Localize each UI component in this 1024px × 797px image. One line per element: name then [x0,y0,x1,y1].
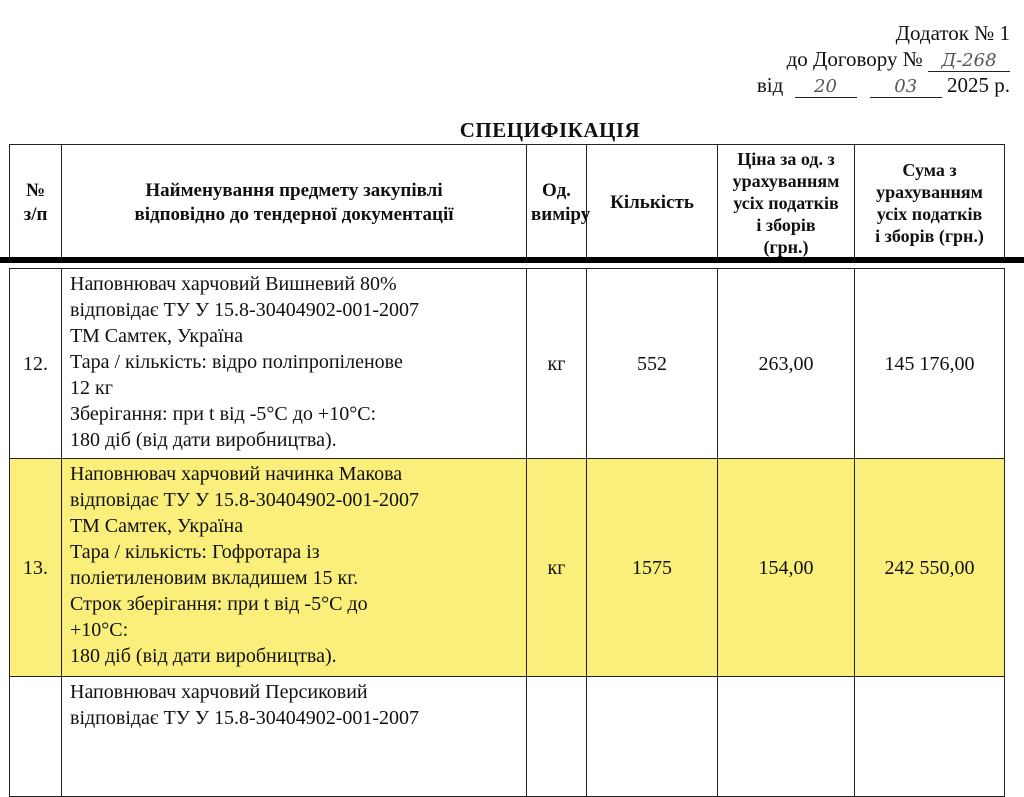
col-header-unit: Од. виміру [527,145,587,262]
col-header-sum: Сума з урахуванням усіх податків і зборів (грн.) [855,145,1005,262]
quantity: 1575 [587,459,718,677]
description-line: відповідає ТУ У 15.8-30404902-001-2007 [70,489,420,511]
description-line: Зберігання: при t від -5°С до +10°С: [70,403,377,425]
description-line: Тара / кількість: Гофротара із [70,541,320,563]
unit-of-measure: кг [527,269,587,459]
contract-number: Д-268 [928,51,1010,72]
description-line: Тара / кількість: відро поліпропіленове [70,351,403,373]
description-line: 12 кг [70,377,113,399]
table-row [10,459,1005,677]
item-description [62,269,527,459]
description-line: 180 діб (від дати виробництва). [70,645,337,667]
description-line: Наповнювач харчовий Вишневий 80% [70,273,397,295]
quantity: 552 [587,269,718,459]
description-line: ТМ Самтек, Україна [70,325,244,347]
contract-prefix: до Договору № [786,47,923,71]
description-line: відповідає ТУ У 15.8-30404902-001-2007 [70,707,420,729]
date-prefix: від [756,73,784,97]
col-header-qty: Кількість [587,145,718,262]
contract-date [757,72,1010,98]
unit-price: 154,00 [718,459,855,677]
total-sum: 242 550,00 [855,459,1005,677]
description-line: Наповнювач харчовий начинка Макова [70,463,403,485]
col-header-num: № з/п [10,145,62,262]
addendum-block [757,20,1010,98]
date-year: 2025 р. [947,73,1010,97]
description-line: поліетиленовим вкладишем 15 кг. [70,567,359,589]
col-header-name: Найменування предмету закупівлі відповідно до тендерної документації [62,145,527,262]
specification-body [9,268,1005,797]
description-line: +10°С: [70,619,129,641]
addendum-title: Додаток № 1 [895,21,1010,45]
quantity [587,677,718,797]
unit-of-measure [527,677,587,797]
document-title: СПЕЦИФІКАЦІЯ [459,118,641,142]
date-day: 20 [795,77,857,98]
table-row [10,269,1005,459]
row-number [10,677,62,797]
unit-price [718,677,855,797]
total-sum: 145 176,00 [855,269,1005,459]
description-line: ТМ Самтек, Україна [70,515,244,537]
col-header-price: Ціна за од. з урахуванням усіх податків і зборів (грн.) [718,145,855,262]
description-line: відповідає ТУ У 15.8-30404902-001-2007 [70,299,420,321]
row-number: 13. [10,459,62,677]
description-line: Строк зберігання: при t від -5°С до [70,593,368,615]
date-month: 03 [870,77,942,98]
unit-of-measure: кг [527,459,587,677]
table-row [10,677,1005,797]
item-description [62,459,527,677]
unit-price: 263,00 [718,269,855,459]
divider-line [0,257,1024,263]
row-number: 12. [10,269,62,459]
item-description [62,677,527,797]
specification-header [9,144,1005,262]
description-line: Наповнювач харчовий Персиковий [70,681,368,703]
contract-ref [757,46,1010,72]
description-line: 180 діб (від дати виробництва). [70,429,337,451]
total-sum [855,677,1005,797]
